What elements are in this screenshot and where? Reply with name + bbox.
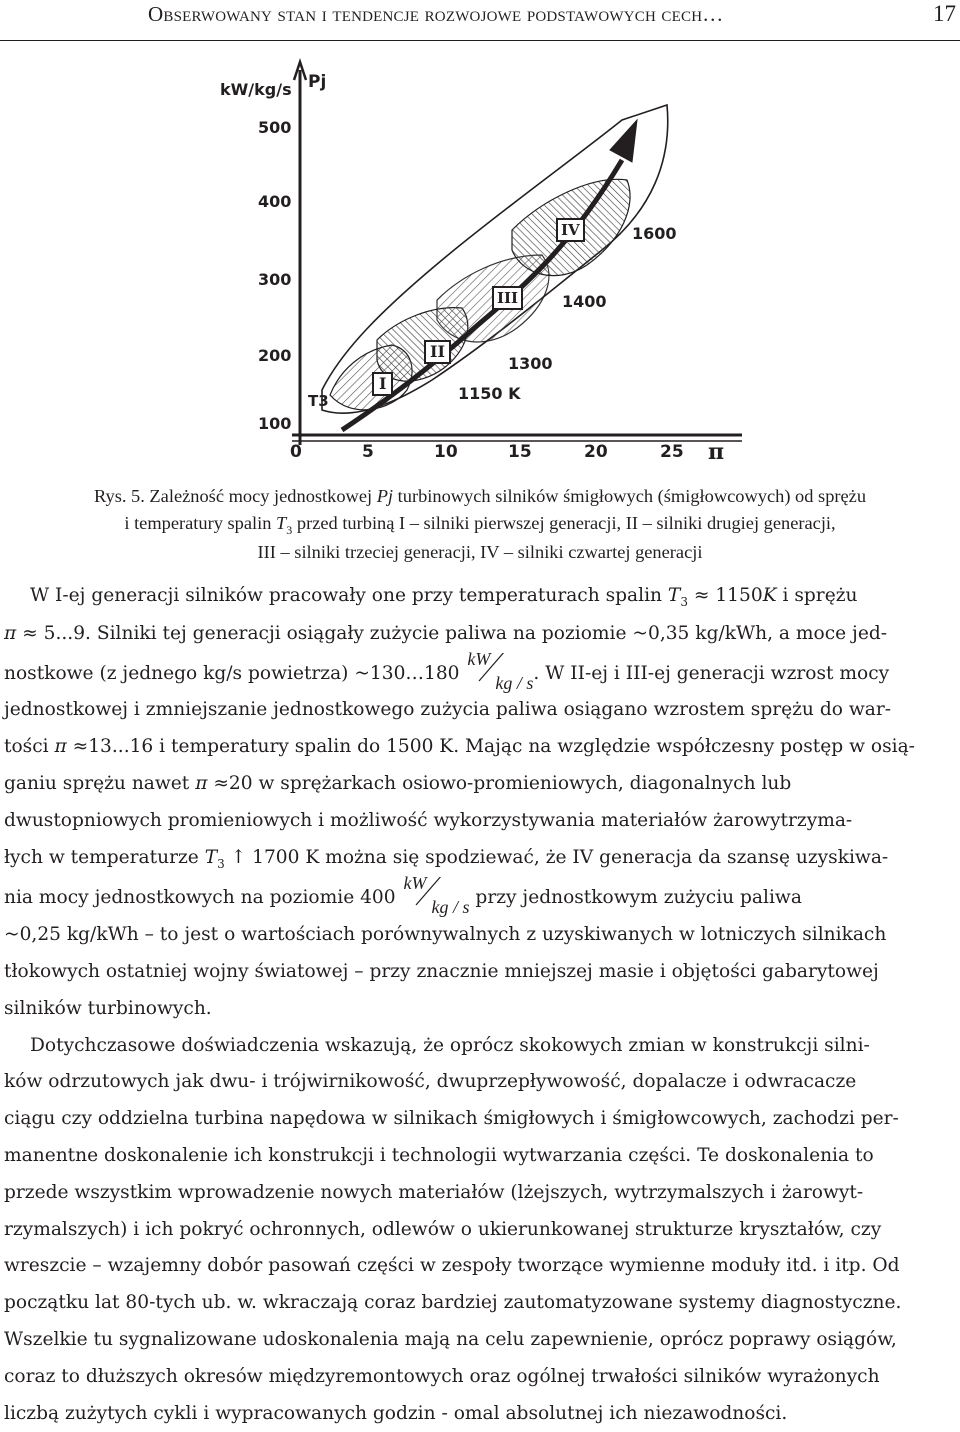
x-tick-15: 15	[508, 442, 532, 462]
p2-line-6: rzymalszych) i ich pokryć ochronnych, odlewów o ukierunkowanej strukturze kryształów, czy	[4, 1218, 882, 1240]
caption-line-2: i temperatury spalin $T_3$ przed turbiną I – silniki pierwszej generacji, II – silniki drugiej generacji,	[124, 513, 836, 537]
gen-II-label: II	[424, 340, 451, 364]
p1-line-8: łych w temperaturze $T_3$ ↑ 1700 K można się spodziewać, że IV generacja da szansę uzyskiwa-	[4, 846, 889, 871]
caption-line-3: III – silniki trzeciej generacji, IV – silniki czwartej generacji	[257, 542, 703, 562]
y-tick-300: 300	[258, 270, 292, 289]
y-tick-100: 100	[258, 414, 292, 433]
p2-line-2: ków odrzutowych jak dwu- i trójwirnikowość, dwuprzepływowość, dopalacze i odwracacze	[4, 1071, 857, 1093]
p1-line-7: dwustopniowych promieniowych i możliwość wykorzystywania materiałów żarowytrzyma-	[4, 809, 853, 831]
p2-line-1: Dotychczasowe doświadczenia wskazują, że oprócz skokowych zmian w konstrukcji silni-	[30, 1034, 870, 1056]
p2-line-8: początku lat 80-tych ub. w. wkraczają coraz bardziej zautomatyzowane systemy diagnostyczne.	[4, 1292, 902, 1314]
gen-I-label: I	[372, 372, 393, 396]
hand-drawn-chart	[212, 50, 748, 470]
p1-line-3: nostkowe (z jednego kg/s powietrza) ~130…180 kW kg / s . W II-ej i III-ej generacji wzrost mocy	[4, 648, 890, 693]
gen-IV-label: IV	[556, 218, 585, 242]
figure-power-vs-pressure-ratio	[212, 50, 748, 470]
temp-1600-label: 1600	[632, 224, 677, 243]
y-tick-400: 400	[258, 192, 292, 211]
t3-label: T3	[308, 392, 329, 410]
y-tick-500: 500	[258, 118, 292, 137]
p1-line-1: W I-ej generacji silników pracowały one przy temperaturach spalin $T_3 \approx 1150K$ i sprężu	[30, 585, 858, 609]
x-tick-20: 20	[584, 442, 608, 462]
p1-line-12: silników turbinowych.	[4, 997, 212, 1019]
temp-1400-label: 1400	[562, 292, 607, 311]
caption-line-1: Rys. 5. Zależność mocy jednostkowej Pj turbinowych silników śmigłowych (śmigłowcowych) od sprężu	[93, 486, 867, 506]
x-tick-25: 25	[660, 442, 684, 462]
y-tick-200: 200	[258, 346, 292, 365]
p2-line-9: Wszelkie tu sygnalizowane udoskonalenia mają na celu zapewnienie, oprócz poprawy osiągów,	[4, 1328, 897, 1350]
p2-line-11: liczbą zużytych cykli i wypracowanych godzin - omal absolutnej ich niezawodności.	[4, 1402, 788, 1424]
unit-fraction-kw-per-kgs: kW kg / s	[467, 648, 534, 693]
temp-1300-label: 1300	[508, 354, 553, 373]
p1-line-2: π ≈ 5...9. Silniki tej generacji osiągały zużycie paliwa na poziomie ~0,35 kg/kWh, a moce jed-	[4, 622, 888, 644]
p2-line-7: wreszcie – wzajemny dobór pasowań części w zespoły tworzące wymienne moduły itd. i itp. Od	[4, 1255, 900, 1277]
x-tick-0: 0	[290, 442, 302, 462]
temp-1150-label: 1150 K	[458, 384, 521, 403]
gen-III-label: III	[492, 286, 523, 310]
running-header	[0, 0, 960, 41]
p2-line-5: przede wszystkim wprowadzenie nowych materiałów (lżejszych, wytrzymalszych i żarowyt-	[4, 1181, 864, 1203]
p1-line-10: ~0,25 kg/kWh – to jest o wartościach porównywalnych z uzyskiwanych w lotniczych silnikach	[4, 924, 887, 946]
p1-line-4: jednostkowej i zmniejszanie jednostkowego zużycia paliwa osiągano wzrostem sprężu do war-	[4, 699, 891, 721]
y-unit-label: kW/kg/s	[220, 80, 292, 99]
chapter-title: Obserwowany stan i tendencje rozwojowe podstawowych cech…	[148, 2, 724, 26]
x-tick-5: 5	[362, 442, 374, 462]
y-symbol-label: Pj	[308, 72, 327, 92]
p2-line-10: coraz to dłuższych okresów międzyremontowych oraz ogólnej trwałości silników wyrażonych	[4, 1365, 880, 1387]
figure-caption	[0, 483, 960, 566]
p1-line-9: nia mocy jednostkowych na poziomie 400 kW kg / s przy jednostkowym zużyciu paliwa	[4, 873, 802, 918]
x-tick-10: 10	[434, 442, 458, 462]
page-number: 17	[933, 1, 956, 26]
x-symbol-label: π	[708, 439, 725, 465]
body-text	[4, 578, 958, 1432]
p1-line-5: tości π ≈13...16 i temperatury spalin do 1500 K. Mając na względzie współczesny postęp w osią-	[4, 736, 915, 758]
p2-line-3: ciągu czy oddzielna turbina napędowa w silnikach śmigłowych i śmigłowcowych, zachodzi per-	[4, 1108, 899, 1130]
p1-line-6: ganiu sprężu nawet π ≈20 w sprężarkach osiowo-promieniowych, diagonalnych lub	[4, 772, 792, 794]
p1-line-11: tłokowych ostatniej wojny światowej – przy znacznie mniejszej masie i objętości gabarytowej	[4, 960, 879, 982]
unit-fraction-kw-per-kgs-2: kW kg / s	[403, 873, 470, 918]
p2-line-4: manentne doskonalenie ich konstrukcji i technologii wytwarzania części. Te doskonalenia to	[4, 1144, 874, 1166]
